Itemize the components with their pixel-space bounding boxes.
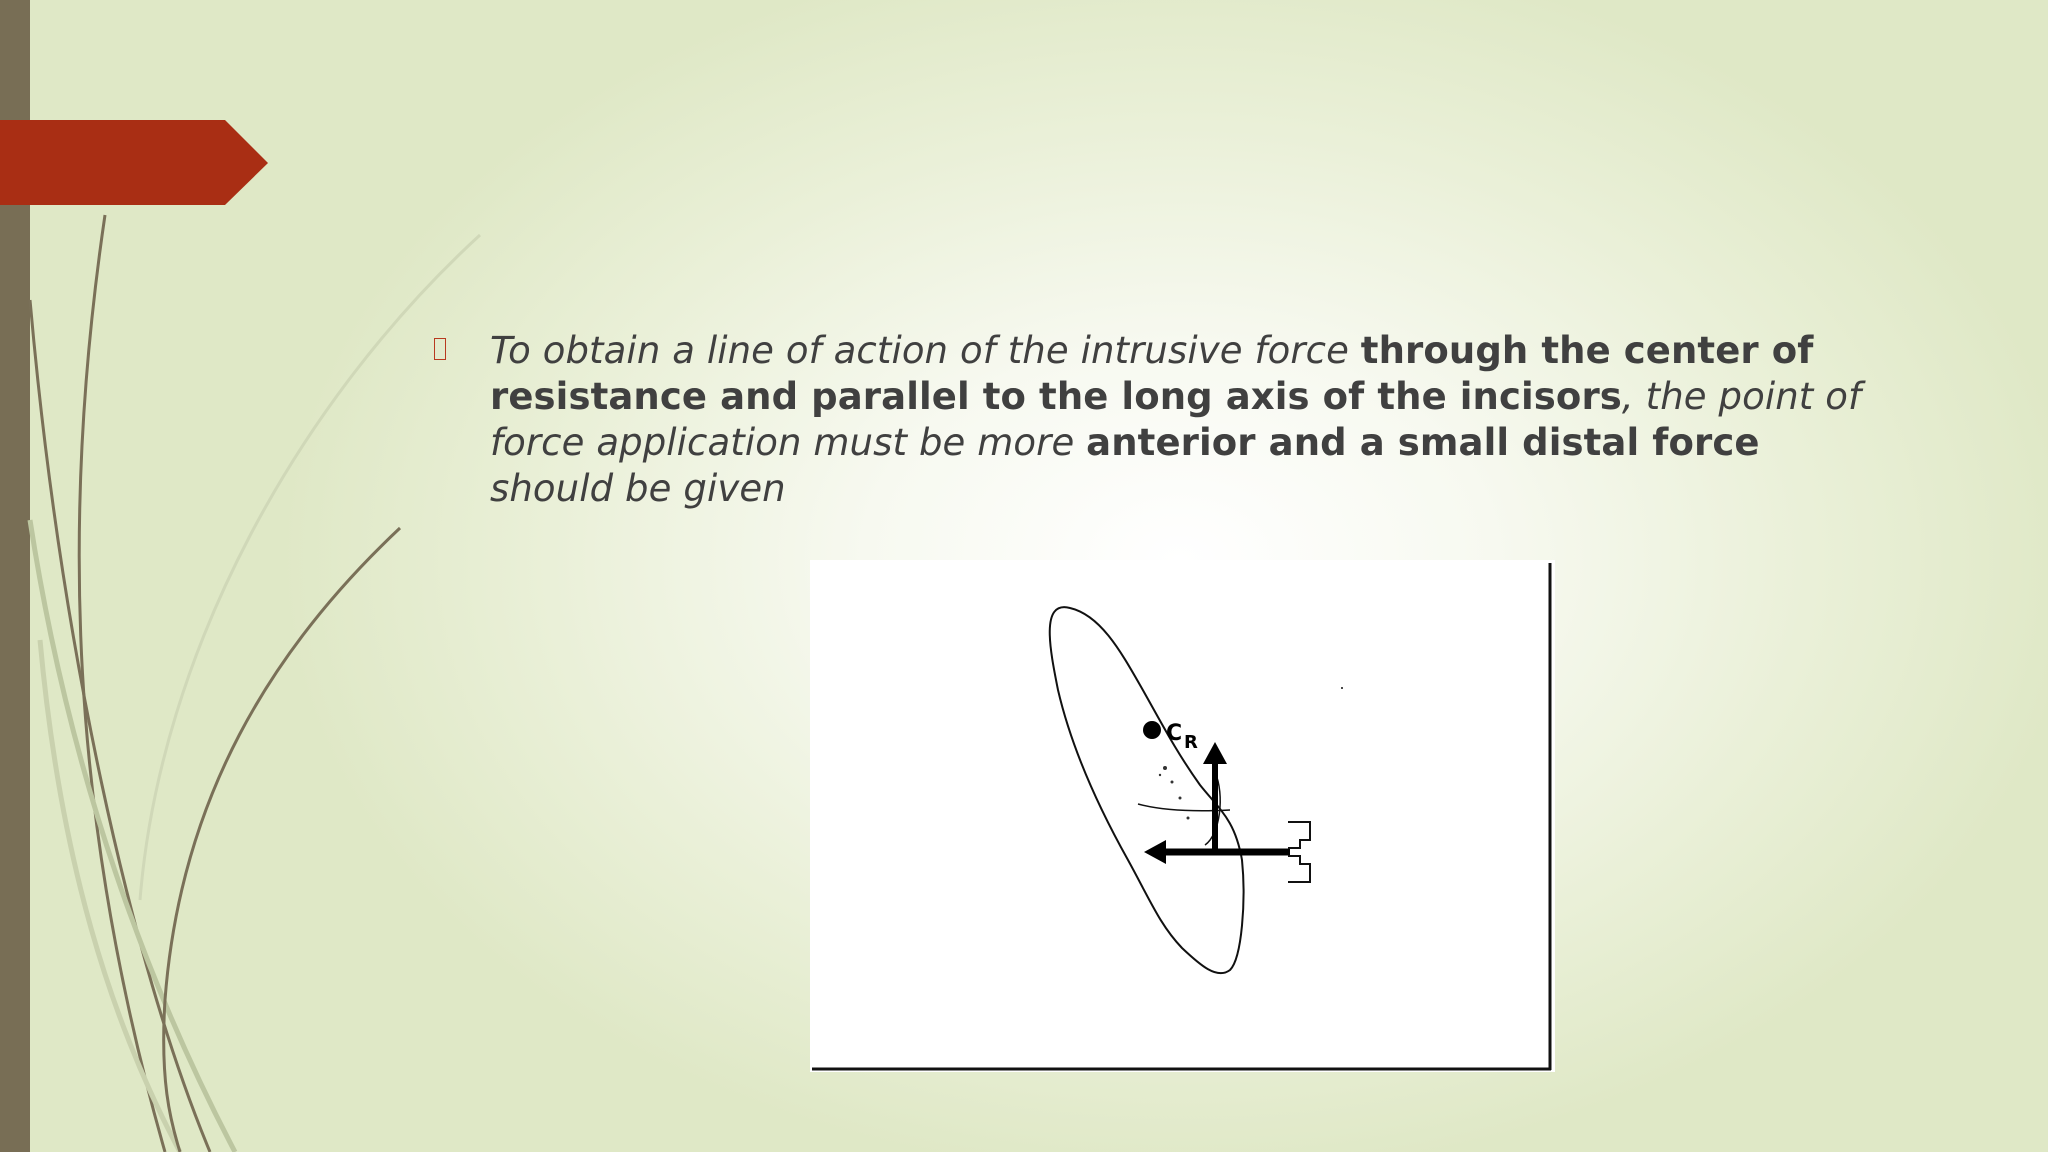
tooth-force-diagram: [810, 560, 1555, 1072]
text-segment-bold: through the center of resistance and parallel to the long axis of the incisors: [490, 329, 1814, 418]
square-bullet-icon: [434, 338, 446, 360]
cr-label-sub: R: [1184, 732, 1198, 753]
text-segment-bold: anterior and a small distal force: [1086, 421, 1760, 464]
cr-label-main: C: [1166, 721, 1183, 746]
text-segment: To obtain a line of action of the intrusive force: [490, 329, 1361, 372]
text-segment: should be given: [490, 467, 786, 510]
decorative-grass-lines: [0, 0, 520, 1152]
bullet-text: [490, 328, 1890, 512]
tooth-force-diagram-icon: [810, 560, 1555, 1072]
center-of-resistance-dot: [1143, 721, 1161, 739]
text-segment: , the point of force application must be more: [490, 375, 1862, 464]
title-accent-arrow: [0, 120, 268, 205]
